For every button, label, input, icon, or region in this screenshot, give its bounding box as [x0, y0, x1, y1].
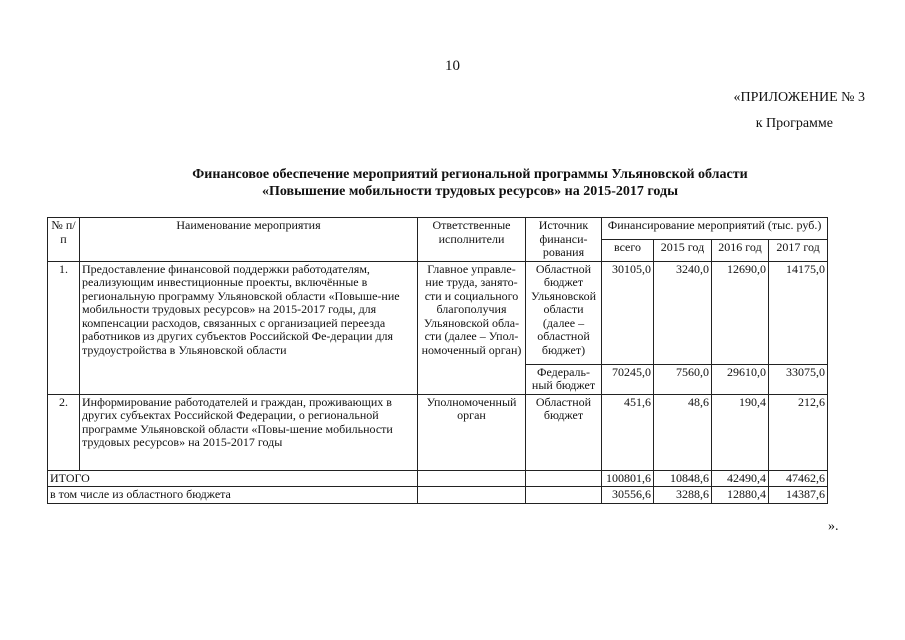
regional-2017: 14387,6 — [769, 487, 828, 504]
header-2016: 2016 год — [712, 239, 769, 261]
regional-total: 30556,6 — [602, 487, 654, 504]
header-financing: Финансирование мероприятий (тыс. руб.) — [602, 218, 828, 240]
totals-row — [48, 470, 828, 487]
table-row — [48, 261, 828, 364]
row-2015: 7560,0 — [654, 364, 712, 394]
totals-empty-cell — [418, 470, 526, 487]
row-2016: 12690,0 — [712, 261, 769, 364]
row-num: 2. — [48, 394, 80, 470]
header-source: Источник финанси-рования — [526, 218, 602, 262]
regional-budget-row — [48, 487, 828, 504]
row-total: 451,6 — [602, 394, 654, 470]
row-total: 30105,0 — [602, 261, 654, 364]
row-responsible: Уполномоченный орган — [418, 394, 526, 470]
totals-total: 100801,6 — [602, 470, 654, 487]
header-name: Наименование мероприятия — [80, 218, 418, 262]
document-title-line-1: Финансовое обеспечение мероприятий региональной программы Ульяновской области — [192, 167, 748, 182]
row-responsible: Главное управле-ние труда, занято-сти и социального благополучия Ульяновской обла-сти (далее – Упол-номоченный орган) — [418, 261, 526, 394]
appendix-title: «ПРИЛОЖЕНИЕ № 3 — [733, 90, 865, 105]
header-2017: 2017 год — [769, 239, 828, 261]
regional-empty-cell — [418, 487, 526, 504]
row-2017: 212,6 — [769, 394, 828, 470]
table-header-row — [48, 218, 828, 240]
row-name: Предоставление финансовой поддержки работодателям, реализующим инвестиционные проекты, включённые в региональную программу Ульяновской области «Повыше-ние мобильности трудовых ресурсов» на 2015-2017 годы, для компенсации расходов, связанных с организацией переезда работников из других субъектов Российской Фе-дерации для трудоустройства в Ульяновской области — [80, 261, 418, 394]
header-num: № п/п — [48, 218, 80, 262]
totals-2016: 42490,4 — [712, 470, 769, 487]
regional-2016: 12880,4 — [712, 487, 769, 504]
document-title — [120, 166, 820, 200]
closing-quote-mark: ». — [828, 519, 839, 534]
totals-label: ИТОГО — [48, 470, 418, 487]
appendix-subtitle: к Программе — [755, 116, 833, 131]
row-total: 70245,0 — [602, 364, 654, 394]
row-name: Информирование работодателей и граждан, проживающих в других субъектах Российской Федерации, о региональной программе Ульяновской области «Повы-шение мобильности трудовых ресурсов» на 2015-2017 годы — [80, 394, 418, 470]
row-2015: 48,6 — [654, 394, 712, 470]
row-2015: 3240,0 — [654, 261, 712, 364]
row-2017: 33075,0 — [769, 364, 828, 394]
row-source: Областной бюджет — [526, 394, 602, 470]
header-2015: 2015 год — [654, 239, 712, 261]
document-title-line-2: «Повышение мобильности трудовых ресурсов» на 2015-2017 годы — [261, 184, 679, 199]
row-2016: 190,4 — [712, 394, 769, 470]
page-number: 10 — [445, 58, 460, 74]
totals-2015: 10848,6 — [654, 470, 712, 487]
row-2016: 29610,0 — [712, 364, 769, 394]
regional-label: в том числе из областного бюджета — [48, 487, 418, 504]
row-source: Областной бюджет Ульяновской области (далее – областной бюджет) — [526, 261, 602, 364]
totals-2017: 47462,6 — [769, 470, 828, 487]
header-total: всего — [602, 239, 654, 261]
totals-empty-cell — [526, 470, 602, 487]
financing-table — [47, 217, 828, 504]
row-2017: 14175,0 — [769, 261, 828, 364]
regional-empty-cell — [526, 487, 602, 504]
row-num: 1. — [48, 261, 80, 394]
row-source: Федераль-ный бюджет — [526, 364, 602, 394]
table-row — [48, 394, 828, 470]
header-responsible: Ответственные исполнители — [418, 218, 526, 262]
regional-2015: 3288,6 — [654, 487, 712, 504]
